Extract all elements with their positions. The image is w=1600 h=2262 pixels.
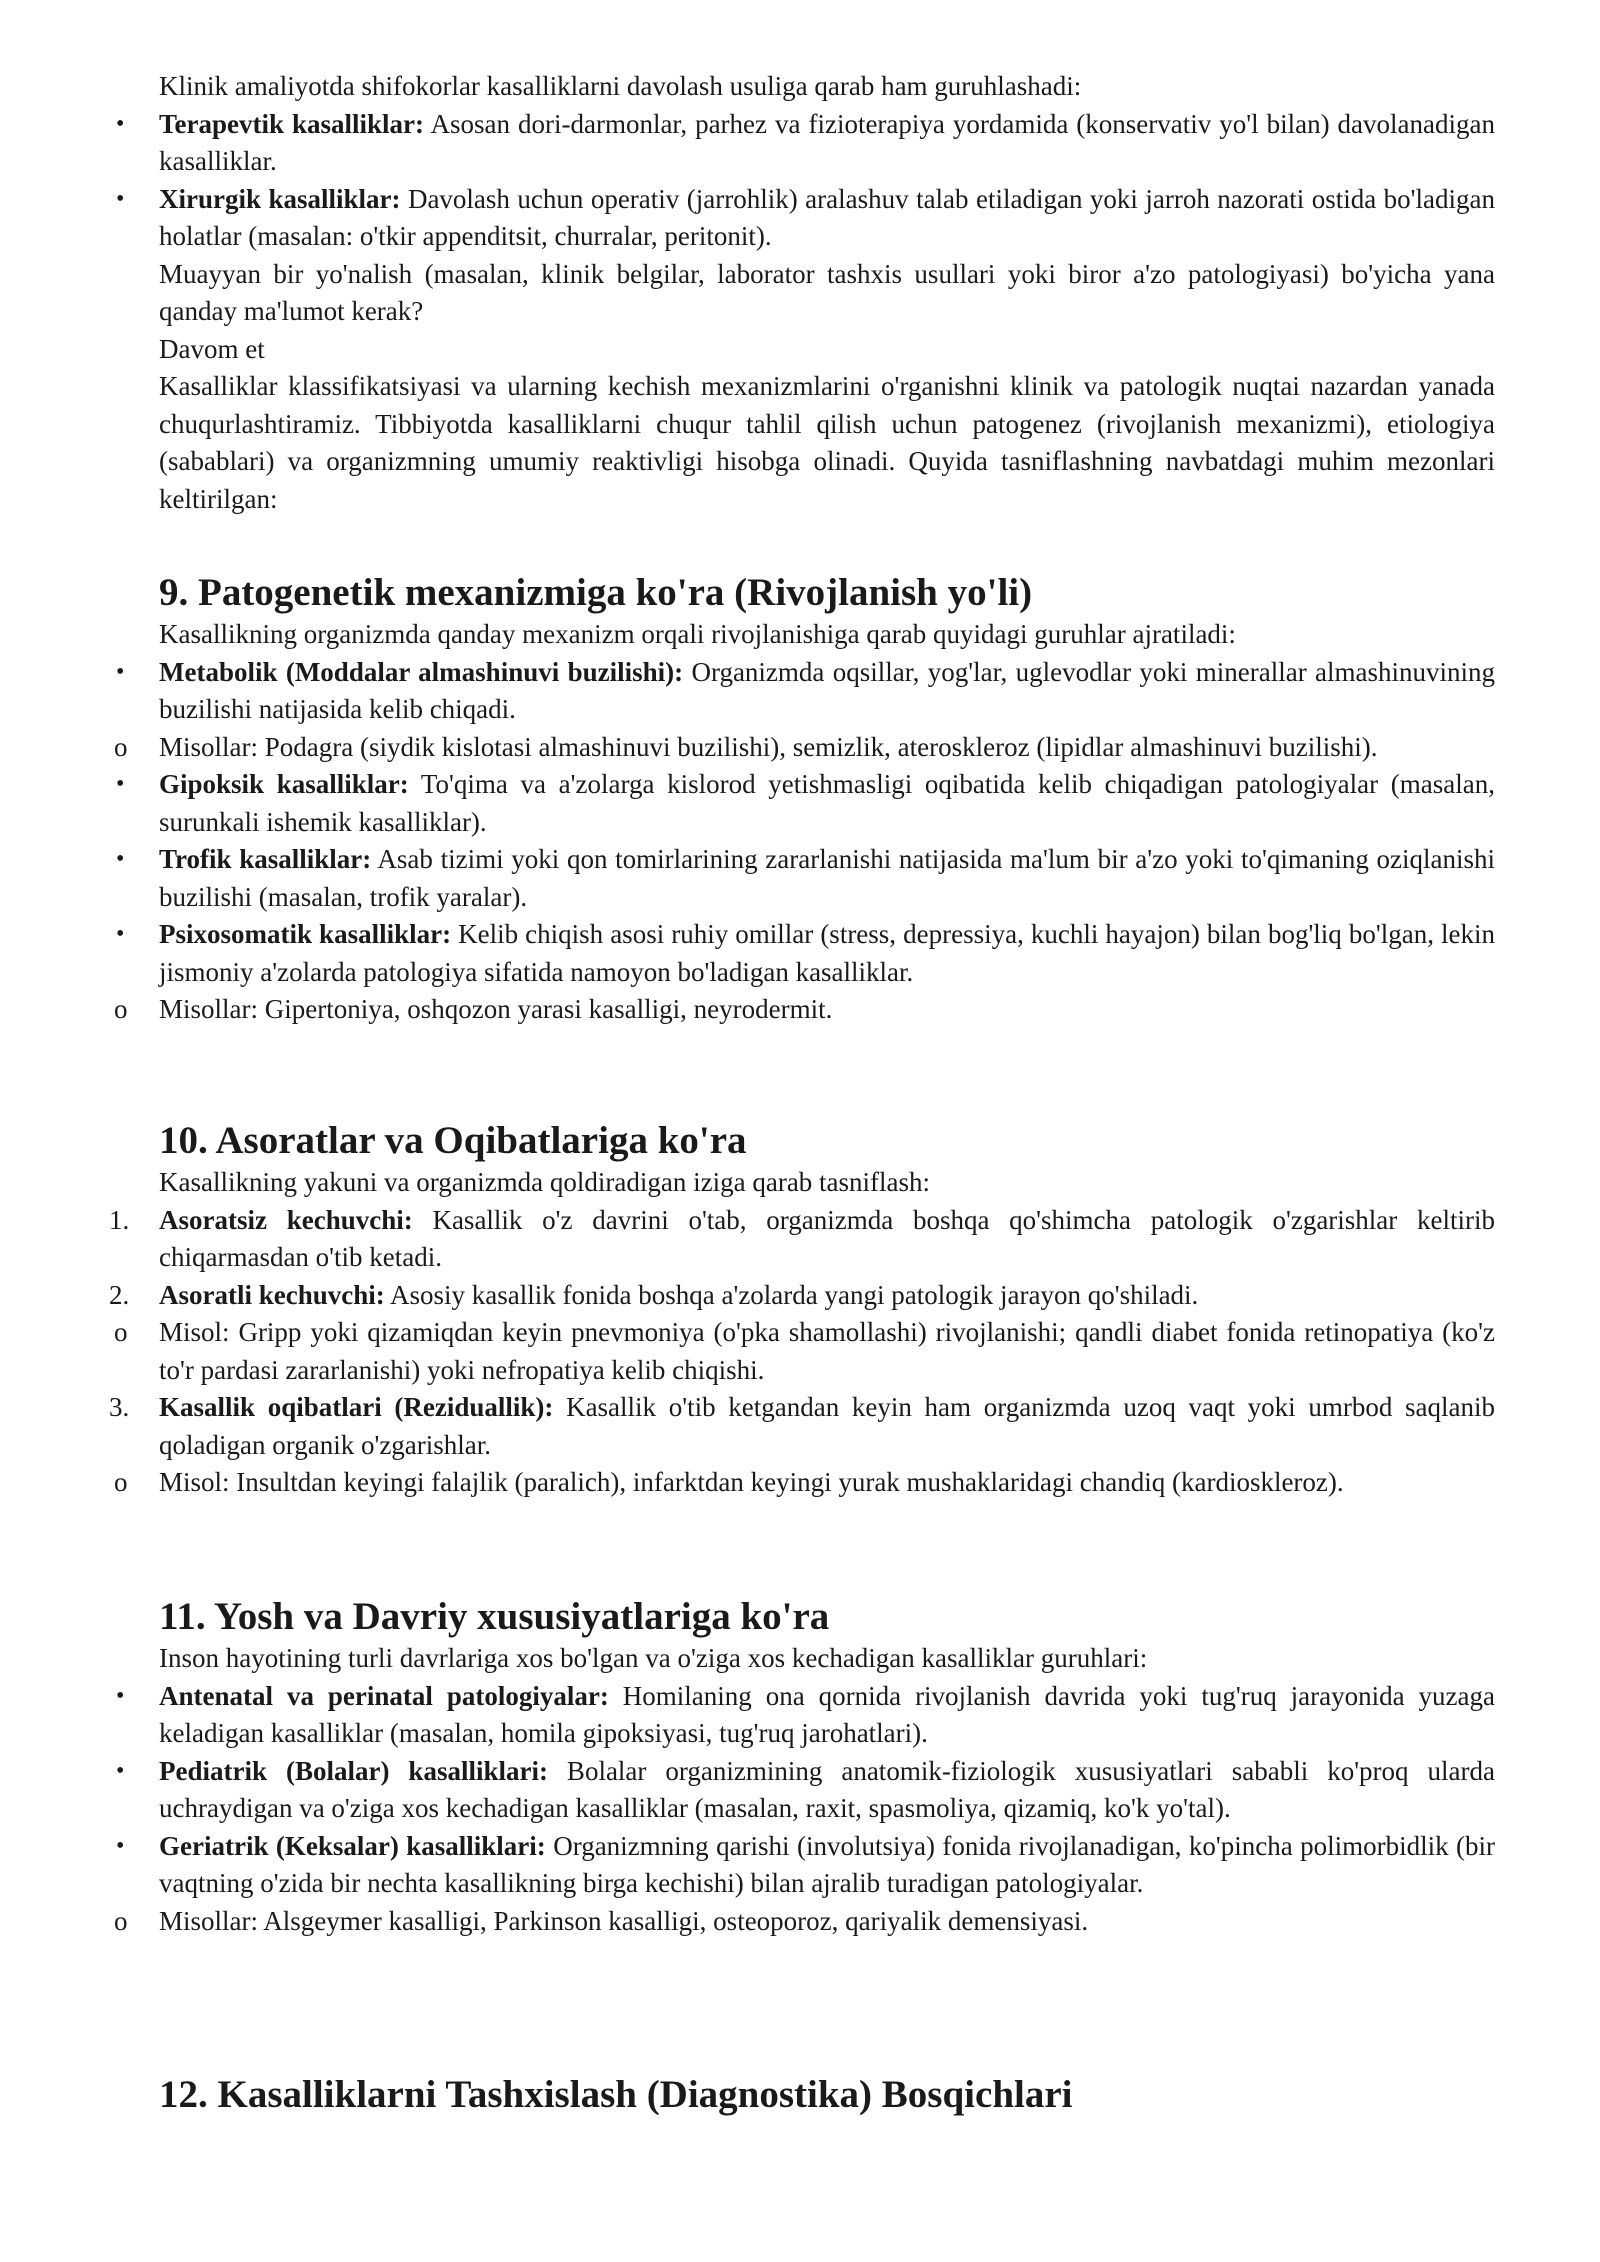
term-label: Xirurgik kasalliklar: — [159, 183, 401, 214]
term-description: Kasallik o'z davrini o'tab, organizmda boshqa qo'shimcha patologik o'zgarishlar keltirib chiqarmasdan o'tib ketadi. — [159, 1204, 1495, 1272]
list-item — [116, 106, 1495, 181]
section-11 — [114, 1594, 1496, 1940]
bullet-marker: • — [116, 1682, 125, 1709]
term-description: Bolalar organizmining anatomik-fiziologik xususiyatlari sababli ko'proq ularda uchraydigan va o'ziga xos kechadigan kasalliklar (masalan, raxit, spasmoliya, qizamiq, ko'k yo'tal). — [159, 1755, 1495, 1823]
section-12 — [159, 2072, 1495, 2118]
list-item — [114, 1314, 1495, 1389]
section-10 — [109, 1118, 1495, 1502]
list-item — [116, 916, 1495, 991]
sub-bullet-marker: o — [114, 994, 128, 1024]
sub-bullet-marker: o — [114, 1905, 128, 1936]
term-label: Asoratli kechuvchi: — [159, 1279, 385, 1310]
list-item — [116, 654, 1496, 729]
term-label: Asoratsiz kechuvchi: — [159, 1204, 413, 1235]
term-label: Kasallik oqibatlari (Reziduallik): — [159, 1392, 554, 1422]
term-label: Gipoksik kasalliklar: — [159, 769, 409, 799]
term-label: Geriatrik (Keksalar) kasalliklari: — [159, 1830, 546, 1861]
bullet-marker: • — [116, 771, 125, 797]
list-item — [109, 1202, 1495, 1277]
number-marker: 2. — [109, 1279, 130, 1310]
section-title: 11. Yosh va Davriy xususiyatlariga ko'ra — [159, 1595, 830, 1638]
term-description: Asosiy kasallik fonida boshqa a'zolarda yangi patologik jarayon qo'shiladi. — [384, 1279, 1199, 1310]
bullet-marker: • — [116, 846, 125, 872]
number-marker: 1. — [109, 1204, 130, 1235]
list-item — [114, 729, 1495, 767]
term-description: Kasallik o'tib ketgandan keyin ham organizmda uzoq vaqt yoki umrbod saqlanib qoladigan organik o'zgarishlar. — [159, 1392, 1495, 1460]
list-item — [116, 1678, 1496, 1753]
continue-paragraph: Davom et — [159, 333, 265, 364]
intro-continuation-paragraph: Kasalliklar klassifikatsiyasi va ularning kechish mexanizmlarini o'rganishni klinik va patologik nuqtai nazardan yanada chuqurlashtiramiz. Tibbiyotda kasalliklarni chuqur tahlil qilish uchun patogenez (rivojlanish mexanizmi), etiologiya (sabablari) va organizmning umumiy reaktivligi hisobga olinadi. Quyida tasniflashning navbatdagi muhim mezonlari keltirilgan: — [159, 371, 1495, 514]
example-text: Misol: Gripp yoki qizamiqdan keyin pnevmoniya (o'pka shamollashi) rivojlanishi; qandli diabet fonida retinopatiya (ko'z to'r pardasi zararlanishi) yoki nefropatiya kelib chiqishi. — [159, 1317, 1495, 1385]
list-item — [116, 1753, 1495, 1828]
list-item — [116, 841, 1495, 916]
list-item — [114, 991, 1495, 1029]
example-text: Misol: Insultdan keyingi falajlik (paralich), infarktdan keyingi yurak mushaklaridagi chandiq (kardioskleroz). — [159, 1467, 1344, 1497]
list-item — [109, 1277, 1495, 1315]
list-item — [109, 1389, 1495, 1464]
section-title: 9. Patogenetik mexanizmiga ko'ra (Rivojlanish yo'li) — [159, 571, 1033, 614]
question-paragraph: Muayyan bir yo'nalish (masalan, klinik belgilar, laborator tashxis usullari yoki biror a'zo patologiyasi) bo'yicha yana qanday ma'lumot kerak? — [159, 258, 1495, 326]
bullet-marker: • — [116, 1832, 125, 1859]
sub-bullet-marker: o — [114, 1317, 128, 1347]
term-label: Terapevtik kasalliklar: — [159, 108, 425, 139]
number-marker: 3. — [109, 1392, 130, 1422]
bullet-marker: • — [116, 921, 125, 947]
example-text: Misollar: Alsgeymer kasalligi, Parkinson kasalligi, osteoporoz, qariyalik demensiyasi. — [159, 1905, 1089, 1936]
term-description: To'qima va a'zolarga kislorod yetishmasligi oqibatida kelib chiqadigan patologiyalar (masalan, surunkali ishemik kasalliklar). — [159, 769, 1495, 837]
term-label: Pediatrik (Bolalar) kasalliklari: — [159, 1755, 548, 1786]
bullet-marker: • — [116, 1757, 125, 1784]
section-title: 10. Asoratlar va Oqibatlariga ko'ra — [159, 1119, 747, 1162]
sub-bullet-marker: o — [114, 731, 128, 762]
term-description: Organizmda oqsillar, yog'lar, uglevodlar yoki minerallar almashinuvining buzilishi natijasida kelib chiqadi. — [159, 656, 1496, 724]
bullet-marker: • — [116, 658, 125, 685]
list-item — [116, 766, 1495, 841]
term-description: Asab tizimi yoki qon tomirlarining zararlanishi natijasida ma'lum bir a'zo yoki to'qimaning oziqlanishi buzilishi (masalan, trofik yaralar). — [159, 844, 1495, 912]
term-label: Antenatal va perinatal patologiyalar: — [159, 1680, 609, 1711]
example-text: Misollar: Gipertoniya, oshqozon yarasi kasalligi, neyrodermit. — [159, 994, 833, 1024]
list-item — [114, 1903, 1495, 1941]
term-description: Asosan dori-darmonlar, parhez va fizioterapiya yordamida (konservativ yo'l bilan) davolanadigan kasalliklar. — [159, 108, 1495, 176]
intro-section — [116, 68, 1495, 518]
term-label: Trofik kasalliklar: — [159, 844, 372, 874]
section-lead: Kasallikning yakuni va organizmda qoldiradigan iziga qarab tasniflash: — [159, 1167, 931, 1197]
section-lead: Kasallikning organizmda qanday mexanizm orqali rivojlanishiga qarab quyidagi guruhlar ajratiladi: — [159, 619, 1236, 649]
list-item — [116, 181, 1495, 256]
term-description: Organizmning qarishi (involutsiya) fonida rivojlanadigan, ko'pincha polimorbidlik (bir vaqtning o'zida bir nechta kasallikning birga kechishi) bilan ajralib turadigan patologiyalar. — [159, 1830, 1495, 1898]
list-item — [116, 1828, 1495, 1903]
bullet-marker: • — [116, 110, 125, 137]
sub-bullet-marker: o — [114, 1467, 128, 1497]
term-description: Kelib chiqish asosi ruhiy omillar (stress, depressiya, kuchli hayajon) bilan bog'liq bo'lgan, lekin jismoniy a'zolarda patologiya sifatida namoyon bo'ladigan kasalliklar. — [159, 919, 1495, 987]
term-label: Psixosomatik kasalliklar: — [159, 919, 452, 949]
term-description: Homilaning ona qornida rivojlanish davrida yoki tug'ruq jarayonida yuzaga keladigan kasalliklar (masalan, homila gipoksiyasi, tug'ruq jarohatlari). — [159, 1680, 1496, 1748]
example-text: Misollar: Podagra (siydik kislotasi almashinuvi buzilishi), semizlik, ateroskleroz (lipidlar almashinuvi buzilishi). — [159, 731, 1378, 762]
list-item — [114, 1464, 1495, 1502]
term-description: Davolash uchun operativ (jarrohlik) aralashuv talab etiladigan yoki jarroh nazorati ostida bo'ladigan holatlar (masalan: o'tkir appenditsit, churralar, peritonit). — [159, 183, 1495, 251]
section-9 — [114, 570, 1496, 1029]
term-label: Metabolik (Moddalar almashinuvi buzilishi): — [159, 656, 684, 687]
intro-paragraph: Klinik amaliyotda shifokorlar kasalliklarni davolash usuliga qarab ham guruhlashadi: — [159, 71, 1082, 101]
section-title: 12. Kasalliklarni Tashxislash (Diagnostika) Bosqichlari — [159, 2073, 1073, 2116]
bullet-marker: • — [116, 185, 125, 212]
section-lead: Inson hayotining turli davrlariga xos bo'lgan va o'ziga xos kechadigan kasalliklar guruhlari: — [159, 1643, 1148, 1673]
